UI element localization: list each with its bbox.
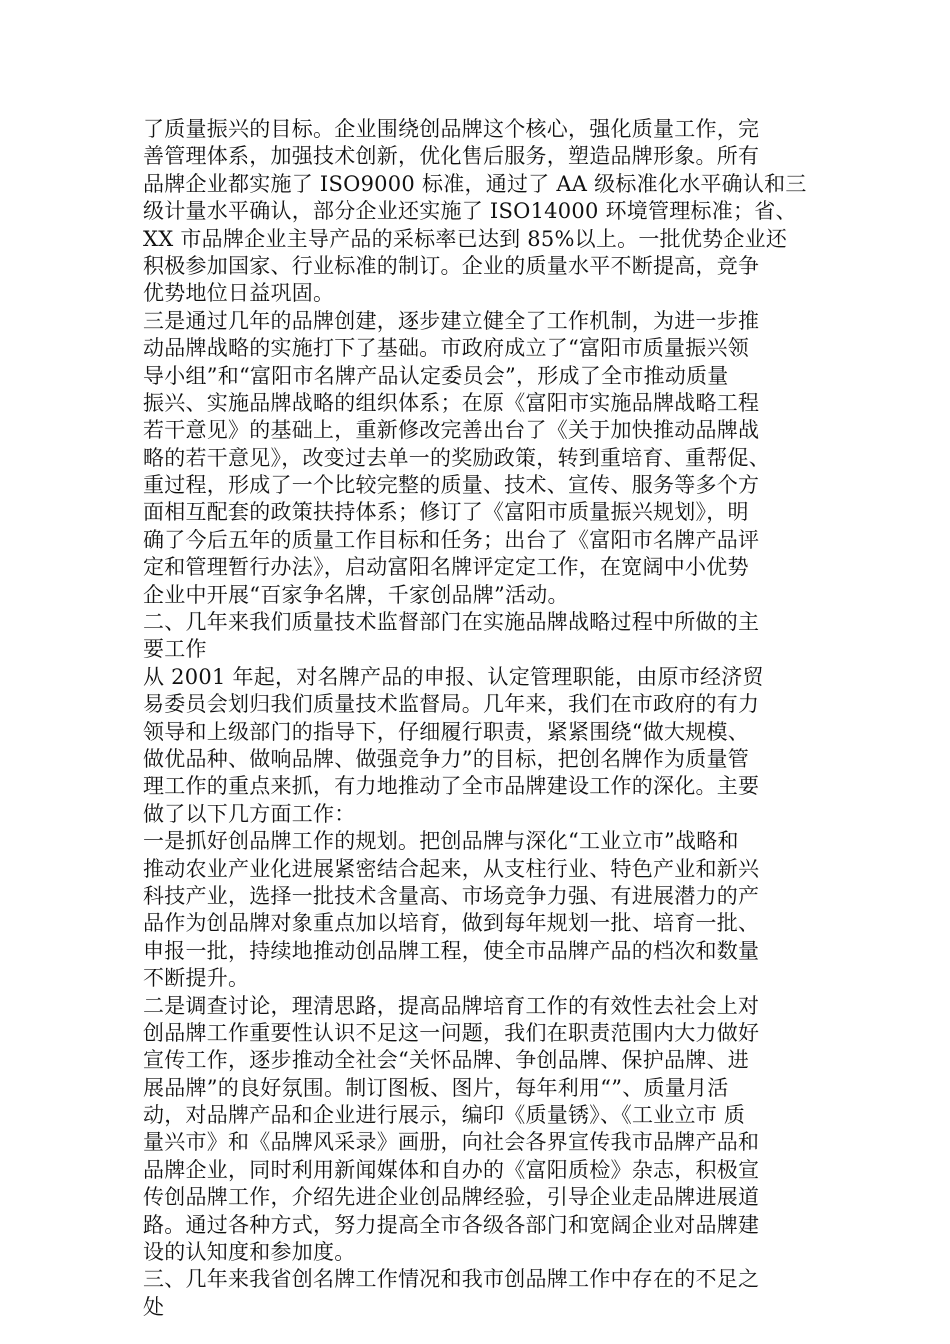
text-line: 做了以下几方面工作：: [143, 801, 356, 826]
text-line: 宣传工作，逐步推动全社会“关怀品牌、争创品牌、保护品牌、进: [143, 1048, 749, 1073]
text-line: 了质量振兴的目标。企业围绕创品牌这个核心，强化质量工作，完: [143, 117, 760, 141]
section-heading: 二、几年来我们质量技术监督部门在实施品牌战略过程中所做的主: [143, 610, 760, 635]
text-line: 善管理体系，加强技术创新，优化售后服务，塑造品牌形象。所有: [143, 144, 760, 169]
text-line: 级计量水平确认，部分企业还实施了 ISO14000 环境管理标准；省、: [143, 199, 797, 224]
text-line: 传创品牌工作，介绍先进企业创品牌经验，引导企业走品牌进展道: [143, 1185, 760, 1210]
text-line: 从 2001 年起，对名牌产品的申报、认定管理职能，由原市经济贸: [143, 664, 764, 689]
text-line: 推动农业产业化进展紧密结合起来，从支柱行业、特色产业和新兴: [143, 856, 760, 881]
text-line: 展品牌”的良好氛围。制订图板、图片，每年利用“”、质量月活: [143, 1075, 729, 1100]
text-line: 若干意见》的基础上，重新修改完善出台了《关于加快推动品牌战: [143, 418, 760, 443]
text-line: 积极参加国家、行业标准的制订。企业的质量水平不断提高，竞争: [143, 253, 760, 278]
text-line: XX 市品牌企业主导产品的采标率已达到 85%以上。一批优势企业还: [143, 226, 788, 251]
text-line: 科技产业，选择一批技术含量高、市场竞争力强、有进展潜力的产: [143, 883, 760, 908]
text-line: 导小组”和“富阳市名牌产品认定委员会”，形成了全市推动质量: [143, 363, 729, 388]
text-line: 设的认知度和参加度。: [143, 1240, 356, 1265]
text-line: 优势地位日益巩固。: [143, 281, 335, 306]
text-line: 一是抓好创品牌工作的规划。把创品牌与深化“工业立市”战略和: [143, 829, 739, 854]
text-line: 理工作的重点来抓，有力地推动了全市品牌建设工作的深化。主要: [143, 774, 760, 799]
text-line: 不断提升。: [143, 966, 250, 991]
text-line: 面相互配套的政策扶持体系；修订了《富阳市质量振兴规划》，明: [143, 500, 749, 525]
text-line: 量兴市》和《品牌风采录》画册，向社会各界宣传我市品牌产品和: [143, 1130, 760, 1155]
text-line: 品作为创品牌对象重点加以培育，做到每年规划一批、培育一批、: [143, 911, 760, 936]
text-line: 确了今后五年的质量工作目标和任务；出台了《富阳市名牌产品评: [143, 527, 760, 552]
section-heading: 处: [143, 1294, 165, 1319]
text-line: 路。通过各种方式，努力提高全市各级各部门和宽阔企业对品牌建: [143, 1212, 760, 1237]
section-heading: 要工作: [143, 637, 207, 662]
text-line: 创品牌工作重要性认识不足这一问题，我们在职责范围内大力做好: [143, 1020, 760, 1045]
text-line: 申报一批，持续地推动创品牌工程，使全市品牌产品的档次和数量: [143, 938, 760, 963]
text-line: 三是通过几年的品牌创建，逐步建立健全了工作机制，为进一步推: [143, 308, 760, 333]
text-line: 易委员会划归我们质量技术监督局。几年来，我们在市政府的有力: [143, 692, 760, 717]
document-body: [143, 116, 823, 1321]
text-line: 品牌企业，同时利用新闻媒体和自办的《富阳质检》杂志，积极宣: [143, 1157, 760, 1182]
text-line: 振兴、实施品牌战略的组织体系；在原《富阳市实施品牌战略工程: [143, 390, 760, 415]
text-line: 重过程，形成了一个比较完整的质量、技术、宣传、服务等多个方: [143, 473, 760, 498]
text-line: 定和管理暂行办法》，启动富阳名牌评定定工作，在宽阔中小优势: [143, 555, 749, 580]
section-heading: 三、几年来我省创名牌工作情况和我市创品牌工作中存在的不足之: [143, 1267, 760, 1292]
text-line: 动品牌战略的实施打下了基础。市政府成立了“富阳市质量振兴领: [143, 336, 749, 361]
text-line: 品牌企业都实施了 ISO9000 标准，通过了 AA 级标准化水平确认和三: [143, 171, 807, 196]
text-line: 做优品种、做响品牌、做强竞争力”的目标，把创名牌作为质量管: [143, 746, 749, 771]
text-line: 领导和上级部门的指导下，仔细履行职责，紧紧围绕“做大规模、: [143, 719, 749, 744]
text-line: 略的若干意见》，改变过去单一的奖励政策，转到重培育、重帮促、: [143, 445, 770, 470]
text-line: 企业中开展“百家争名牌，千家创品牌”活动。: [143, 582, 569, 607]
text-line: 二是调查讨论，理清思路，提高品牌培育工作的有效性去社会上对: [143, 993, 760, 1018]
text-line: 动，对品牌产品和企业进行展示，编印《质量锈》、《工业立市 质: [143, 1103, 746, 1128]
